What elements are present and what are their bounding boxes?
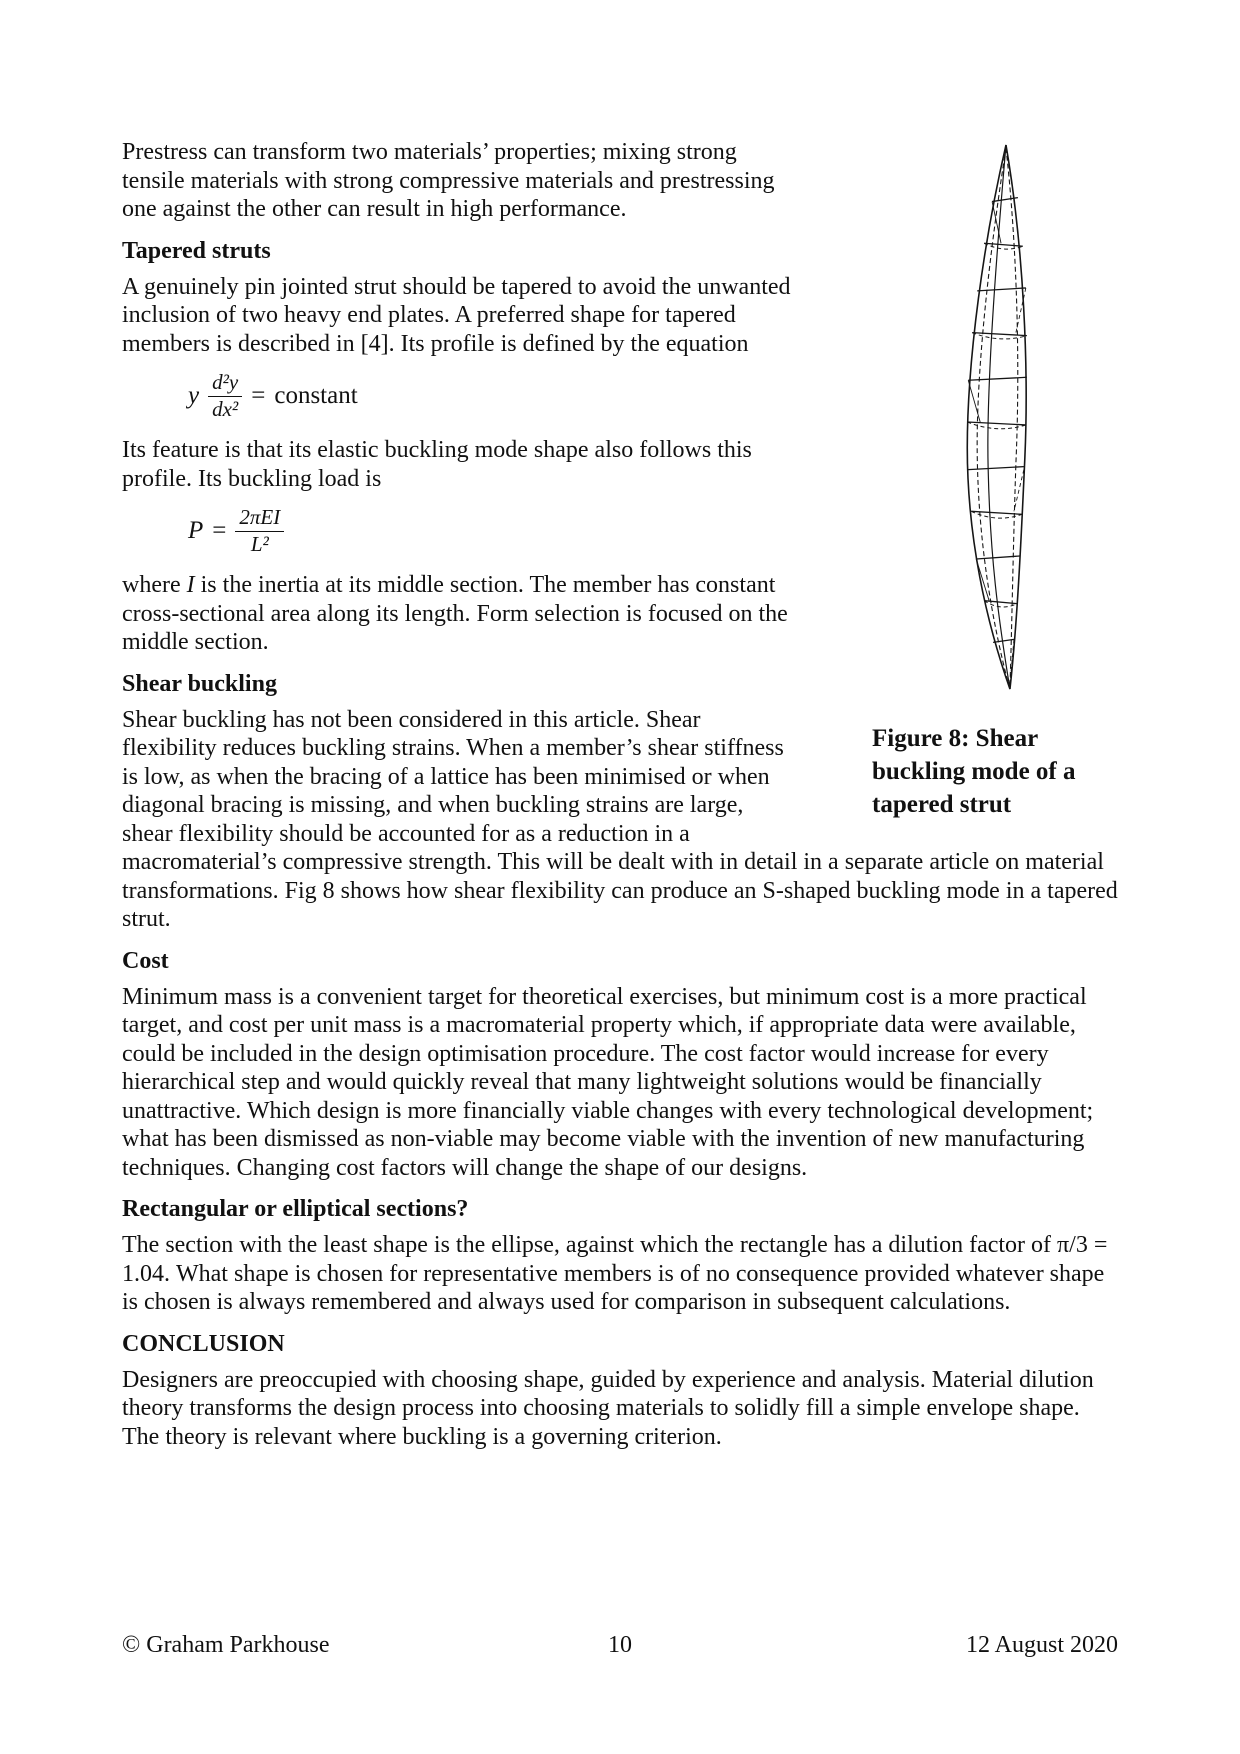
figure8-tapered-strut-drawing xyxy=(944,140,1066,696)
equation-load-variable: P xyxy=(188,517,204,545)
equation-load-denominator: L² xyxy=(250,531,269,556)
equation-load-fraction xyxy=(235,506,284,556)
equation-profile-rhs: constant xyxy=(274,382,358,410)
equation-buckling-load xyxy=(188,506,792,556)
figure8-container xyxy=(818,140,1118,821)
equation-profile-denominator: dx² xyxy=(212,396,239,421)
heading-shear-buckling: Shear buckling xyxy=(122,670,277,697)
rect-or-elliptical-paragraph: The section with the least shape is the ellipse, against which the rectangle has a dilution factor of π/3 = 1.04. What shape is chosen for representative members is of no consequence provided whatever shape is chosen is always remembered and always used for comparison in subsequent calculations. xyxy=(122,1232,1108,1316)
equation-profile-variable: y xyxy=(188,382,200,410)
tapered-struts-paragraph-2: Its feature is that its elastic buckling mode shape also follows this profile. Its buckling load is xyxy=(122,437,752,492)
equation-profile-relation: = xyxy=(251,382,266,410)
footer-date: 12 August 2020 xyxy=(965,1632,1118,1658)
inertia-symbol: I xyxy=(186,572,195,599)
heading-rect-or-elliptical: Rectangular or elliptical sections? xyxy=(122,1196,469,1223)
equation-profile xyxy=(188,371,792,421)
cost-paragraph: Minimum mass is a convenient target for theoretical exercises, but minimum cost is a more practical target, and cost per unit mass is a macromaterial property which, if appropriate data were available, could be included in the design optimisation procedure. The cost factor would increase for every hierarchical step and would quickly reveal that many lightweight solutions would be financially unattractive. Which design is more financially viable changes with every technological development; what has been dismissed as non-viable may become viable with the invention of new manufacturing techniques. Changing cost factors will change the shape of our designs. xyxy=(122,983,1094,1181)
tapered-struts-paragraph-1: A genuinely pin jointed strut should be tapered to avoid the unwanted inclusion of two heavy end plates. A preferred shape for tapered members is described in [4]. Its profile is defined by the equation xyxy=(122,273,791,357)
page-footer xyxy=(122,1632,1118,1659)
inertia-text-after: is the inertia at its middle section. The member has constant cross-sectional area along its length. Form selection is focused on the middle section. xyxy=(122,572,788,656)
shear-buckling-paragraph: Shear buckling has not been considered in this article. Shear flexibility reduces buckling strains. When a member’s shear stiffness is low, as when the bracing of a lattice has been minimised or when diagonal bracing is missing, and when buckling strains are large, shear flexibility should be accounted for as a reduction in a macromaterial’s compressive strength. This will be dealt with in detail in a separate article on material transformations. Fig 8 shows how shear flexibility can produce an S-shaped buckling mode in a tapered strut. xyxy=(122,706,1118,933)
equation-profile-fraction xyxy=(208,371,242,421)
footer-copyright: © Graham Parkhouse xyxy=(122,1632,330,1658)
conclusion-paragraph: Designers are preoccupied with choosing shape, guided by experience and analysis. Material dilution theory transforms the design process into choosing materials to solidly fill a simple envelope shape. The theory is relevant where buckling is a governing criterion. xyxy=(122,1366,1094,1450)
footer-page-number: 10 xyxy=(608,1632,632,1658)
equation-load-relation: = xyxy=(212,517,227,545)
heading-conclusion: CONCLUSION xyxy=(122,1330,285,1357)
heading-cost: Cost xyxy=(122,947,169,974)
equation-profile-numerator: d²y xyxy=(208,371,242,397)
heading-tapered-struts: Tapered struts xyxy=(122,237,271,264)
inertia-text-before: where xyxy=(122,572,187,599)
intro-paragraph: Prestress can transform two materials’ properties; mixing strong tensile materials with strong compressive materials and prestressing one against the other can result in high performance. xyxy=(122,139,775,222)
equation-load-numerator: 2πEI xyxy=(235,506,284,532)
figure8-caption: Figure 8: Shear buckling mode of a tapered strut xyxy=(872,725,1076,818)
